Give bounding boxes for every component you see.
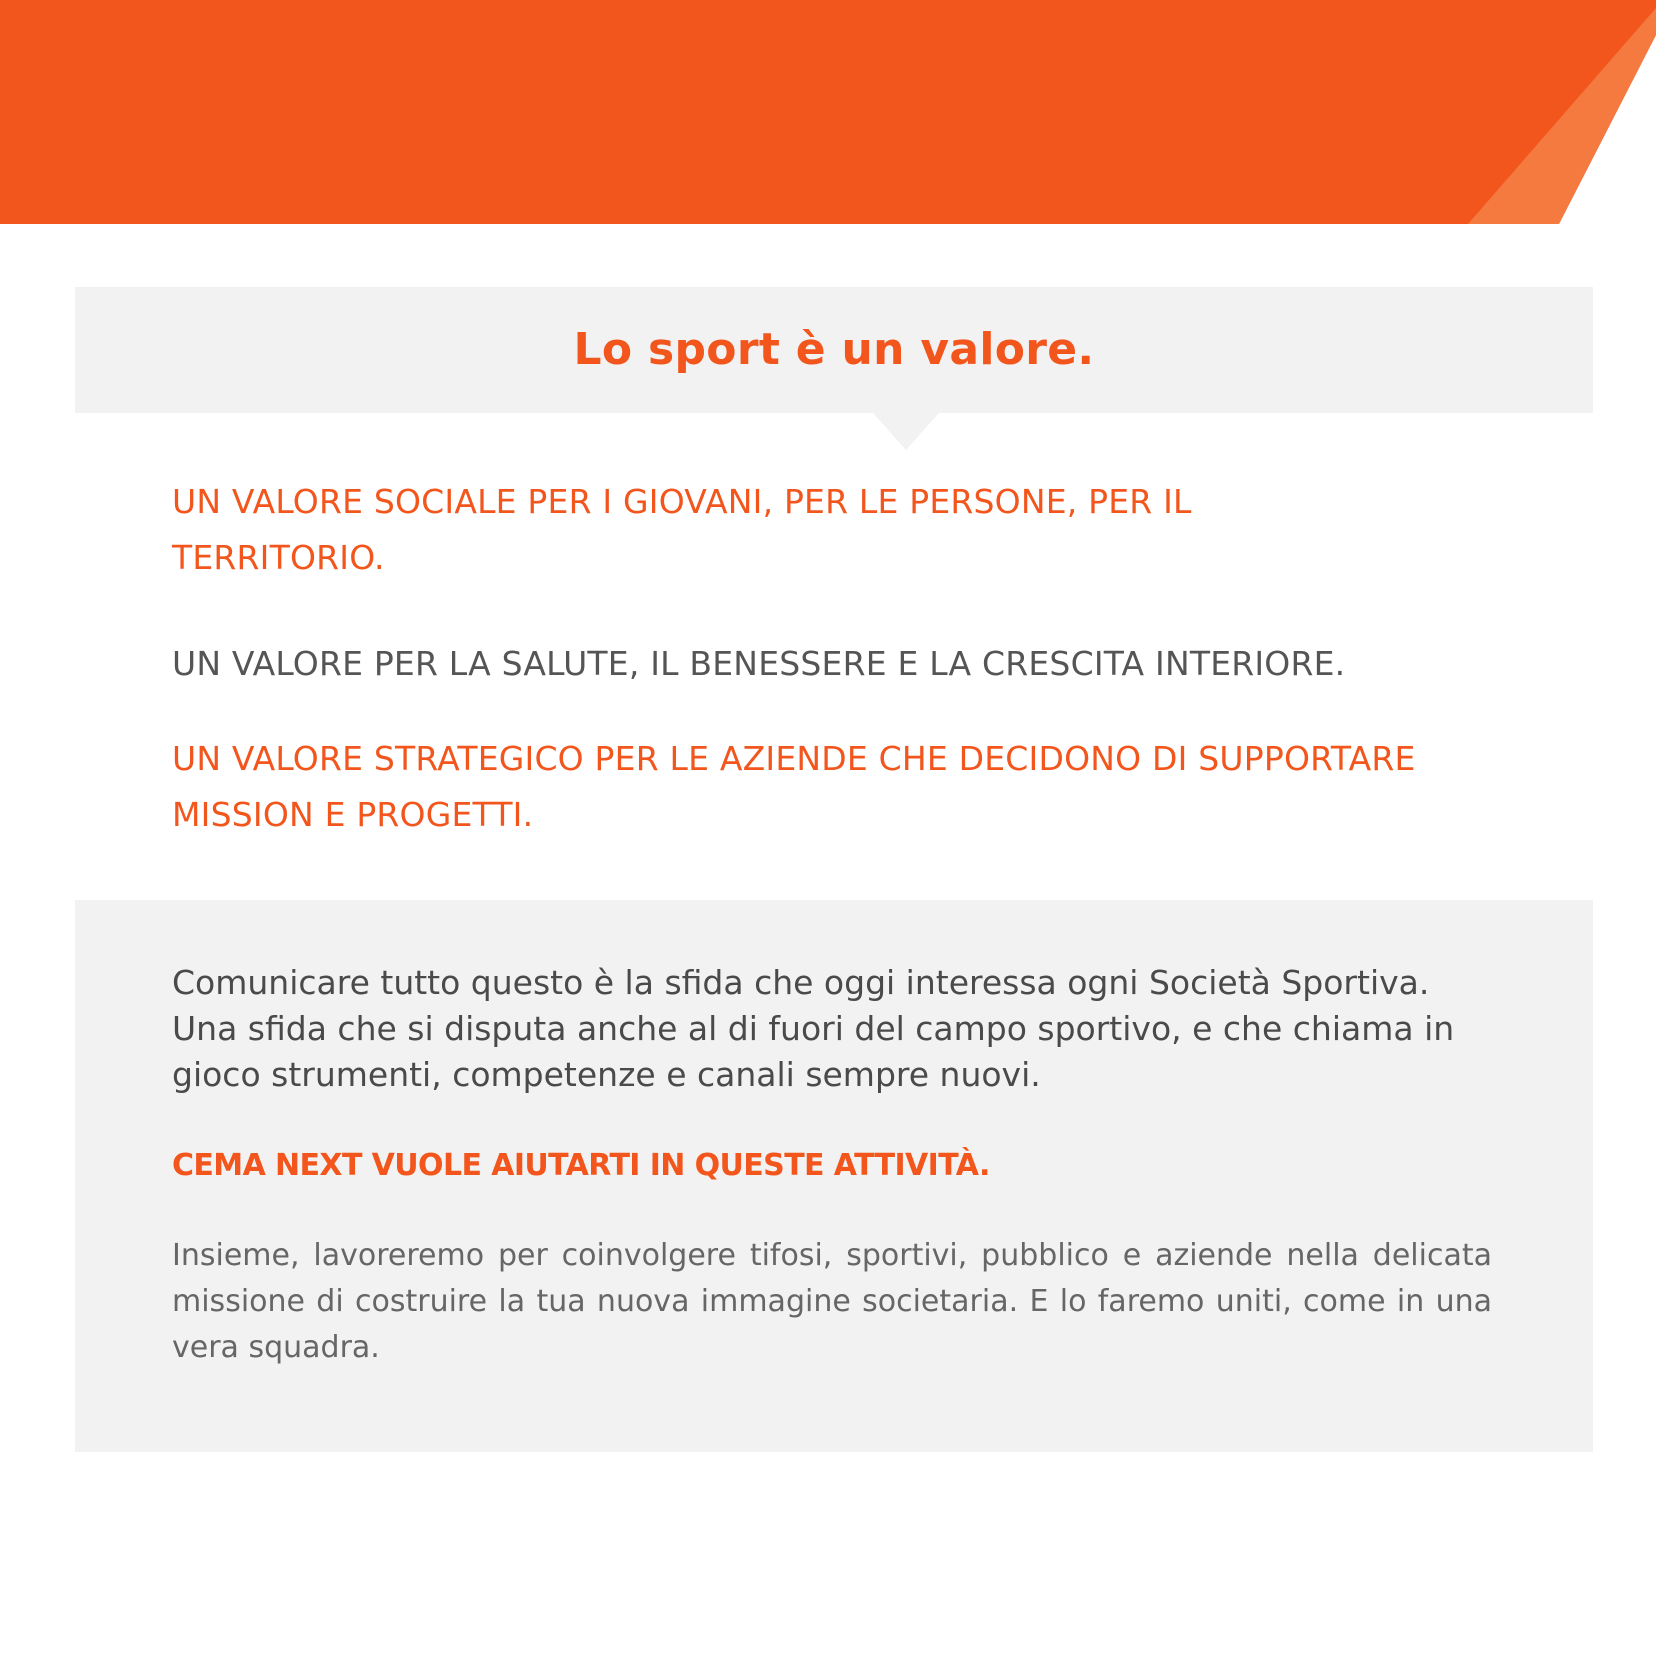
title-panel-pointer [873, 413, 939, 450]
value-health: UN VALORE PER LA SALUTE, IL BENESSERE E LA CRESCITA INTERIORE. [172, 644, 1346, 683]
callout-heading: CEMA NEXT VUOLE AIUTARTI IN QUESTE ATTIVITÀ. [172, 1148, 990, 1183]
outro-paragraph: Insieme, lavoreremo per coinvolgere tifosi, sportivi, pubblico e aziende nella delicata missione di costruire la tua nuova immagine societaria. E lo faremo uniti, come in una vera squadra. [172, 1238, 1492, 1365]
header-band-main [0, 0, 1656, 224]
value-strategic-line-2: MISSION E PROGETTI. [172, 795, 534, 834]
page-title: Lo sport è un valore. [573, 324, 1095, 375]
title-panel [75, 287, 1593, 413]
value-social-line-1: UN VALORE SOCIALE PER I GIOVANI, PER LE PERSONE, PER IL [172, 482, 1192, 521]
value-strategic-line-1: UN VALORE STRATEGICO PER LE AZIENDE CHE DECIDONO DI SUPPORTARE [172, 739, 1416, 778]
intro-paragraph: Comunicare tutto questo è la sfida che oggi interessa ogni Società Sportiva. Una sfida che si disputa anche al di fuori del campo sportivo, e che chiama in gioco strumenti, competenze e canali sempre nuovi. [172, 963, 1455, 1094]
value-social-line-2: TERRITORIO. [172, 538, 385, 577]
header-band-shape [0, 0, 1656, 224]
header-band [0, 0, 1656, 224]
info-panel [75, 900, 1593, 1452]
